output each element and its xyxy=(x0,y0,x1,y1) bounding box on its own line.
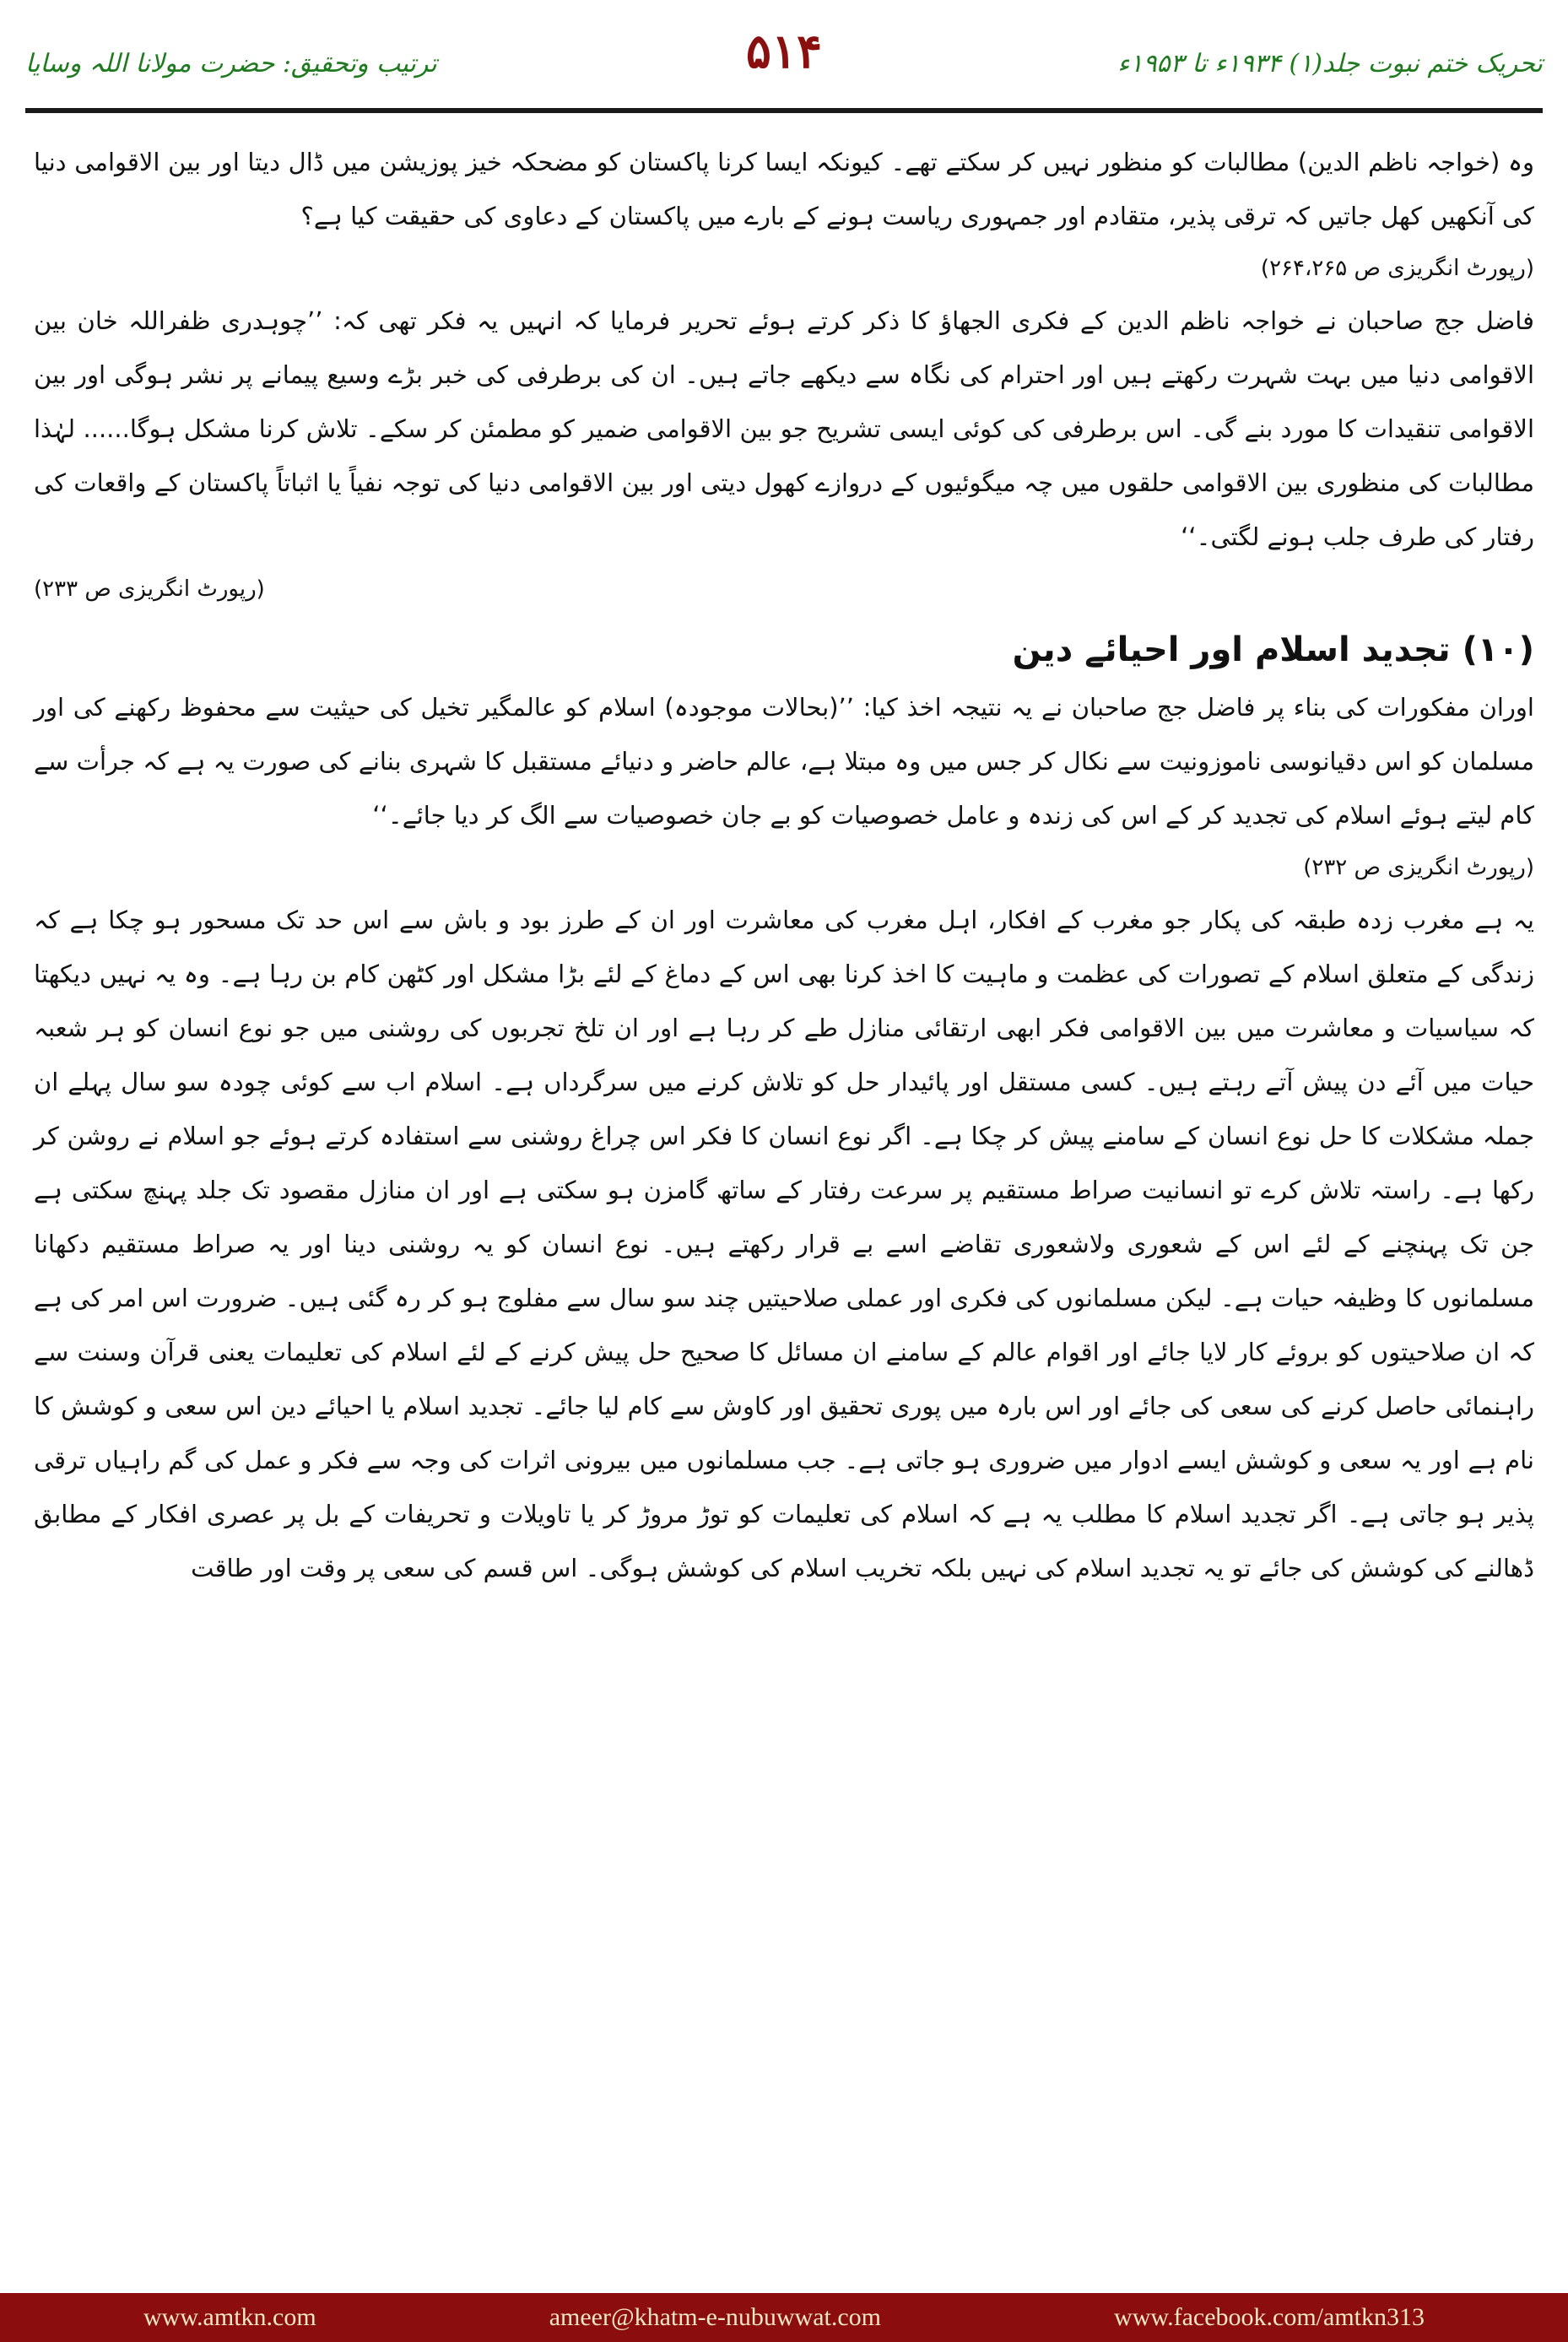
reference-2: (رپورٹ انگریزی ص ۲۳۳) xyxy=(34,576,265,602)
paragraph-3: اوران مفکورات کی بناء پر فاضل جج صاحبان نے یہ نتیجہ اخذ کیا: ’’(بحالات موجودہ) اسلام کو عالمگیر تخیل کی حیثیت سے محفوظ رکھنے کی اور مسلمان کو اس دقیانوسی ناموزونیت سے نکال کر جس میں وہ مبتلا ہے، عالم حاضر و دنیائے مستقبل کا شہری بنانے کی صورت یہ ہے کہ جرأت سے کام لیتے ہوئے اسلام کی تجدید کر کے اس کی زندہ و عامل خصوصیات کو بے جان خصوصیات سے الگ کر دیا جائے۔‘‘ xyxy=(34,693,1534,830)
page-number: ۵۱۴ xyxy=(745,24,823,79)
email-link[interactable]: ameer@khatm-e-nubuwwat.com xyxy=(549,2303,882,2331)
website-link[interactable]: www.amtkn.com xyxy=(143,2303,316,2331)
page-footer xyxy=(0,2293,1568,2342)
header-divider xyxy=(25,108,1543,113)
paragraph-2: فاضل جج صاحبان نے خواجہ ناظم الدین کے فکری الجھاؤ کا ذکر کرتے ہوئے تحریر فرمایا کہ انہیں یہ فکر تھی کہ: ’’چوہدری ظفراللہ خان بین الاقوامی دنیا میں بہت شہرت رکھتے ہیں اور احترام کی نگاہ سے دیکھے جاتے ہیں۔ ان کی برطرفی کی خبر بڑے وسیع پیمانے پر نشر ہوگی اور بین الاقوامی تنقیدات کا مورد بنے گی۔ اس برطرفی کی کوئی ایسی تشریح جو بین الاقوامی ضمیر کو مطمئن کر سکے۔ تلاش کرنا مشکل ہوگا...... لہٰذا مطالبات کی منظوری بین الاقوامی حلقوں میں چہ میگوئیوں کے دروازے کھول دیتی اور بین الاقوامی دنیا کی توجہ نفیاً یا اثباتاً پاکستان کے واقعات کی رفتار کی طرف جلب ہونے لگتی۔‘‘ xyxy=(34,306,1534,551)
page-body xyxy=(34,135,1534,2245)
reference-1: (رپورٹ انگریزی ص ۲۶۴،۲۶۵) xyxy=(1260,256,1534,281)
book-title: تحریک ختم نبوت جلد(۱) ۱۹۳۴ء تا ۱۹۵۳ء xyxy=(1117,48,1543,78)
section-heading: (۱۰) تجدید اسلام اور احیائے دین xyxy=(1012,630,1534,669)
compiler-credit: ترتیب وتحقیق: حضرت مولانا اللہ وسایا xyxy=(25,48,437,78)
reference-3: (رپورٹ انگریزی ص ۲۳۲) xyxy=(1303,855,1534,880)
paragraph-4: یہ ہے مغرب زدہ طبقہ کی پکار جو مغرب کے افکار، اہل مغرب کی معاشرت اور ان کے طرز بود و باش سے اس حد تک مسحور ہو چکا ہے کہ زندگی کے متعلق اسلام کے تصورات کی عظمت و ماہیت کا اخذ کرنا بھی اس کے دماغ کے لئے بڑا مشکل اور کٹھن کام بن رہا ہے۔ وہ یہ نہیں دیکھتا کہ سیاسیات و معاشرت میں بین الاقوامی فکر ابھی ارتقائی منازل طے کر رہا ہے اور ان تلخ تجربوں کی روشنی میں جو نوع انسان کو ہر شعبہ حیات میں آئے دن پیش آتے رہتے ہیں۔ کسی مستقل اور پائیدار حل کو تلاش کرنے میں سرگرداں ہے۔ اسلام اب سے کوئی چودہ سو سال پہلے ان جملہ مشکلات کا حل نوع انسان کے سامنے پیش کر چکا ہے۔ اگر نوع انسان کا فکر اس چراغ روشنی سے استفادہ کرتے ہوئے جو اسلام نے روشن کر رکھا ہے۔ راستہ تلاش کرے تو انسانیت صراط مستقیم پر سرعت رفتار کے ساتھ گامزن ہو سکتی ہے اور ان منازل مقصود تک جلد پہنچ سکتی ہے جن تک پہنچنے کے لئے اس کے شعوری ولاشعوری تقاضے اسے بے قرار رکھتے ہیں۔ نوع انسان کو یہ روشنی دینا اور یہ صراط مستقیم دکھانا مسلمانوں کا وظیفہ حیات ہے۔ لیکن مسلمانوں کی فکری اور عملی صلاحیتیں چند سو سال سے مفلوج ہو کر رہ گئی ہیں۔ ضرورت اس امر کی ہے کہ ان صلاحیتوں کو بروئے کار لایا جائے اور اقوام عالم کے سامنے ان مسائل کا صحیح حل پیش کرنے کے لئے اسلام کی تعلیمات یعنی قرآن وسنت سے راہنمائی حاصل کرنے کی سعی کی جائے اور اس بارہ میں پوری تحقیق اور کاوش سے کام لیا جائے۔ تجدید اسلام یا احیائے دین اس سعی و کوشش کا نام ہے اور یہ سعی و کوشش ایسے ادوار میں ضروری ہو جاتی ہے۔ جب مسلمانوں میں بیرونی اثرات کی وجہ سے فکر و عمل کی گم راہیاں ترقی پذیر ہو جاتی ہے۔ اگر تجدید اسلام کا مطلب یہ ہے کہ اسلام کی تعلیمات کو توڑ مروڑ کر یا تاویلات و تحریفات کے بل پر عصری افکار کے مطابق ڈھالنے کی کوشش کی جائے تو یہ تجدید اسلام کی نہیں بلکہ تخریب اسلام کی کوشش ہوگی۔ اس قسم کی سعی پر وقت اور طاقت xyxy=(34,906,1534,1582)
paragraph-1: وہ (خواجہ ناظم الدین) مطالبات کو منظور نہیں کر سکتے تھے۔ کیونکہ ایسا کرنا پاکستان کو مضحکہ خیز پوزیشن میں ڈال دیتا اور بین الاقوامی دنیا کی آنکھیں کھل جاتیں کہ ترقی پذیر، متقادم اور جمہوری ریاست ہونے کے بارے میں پاکستان کے دعاوی کی حقیقت کیا ہے؟ xyxy=(34,148,1534,230)
facebook-link[interactable]: www.facebook.com/amtkn313 xyxy=(1114,2303,1425,2331)
